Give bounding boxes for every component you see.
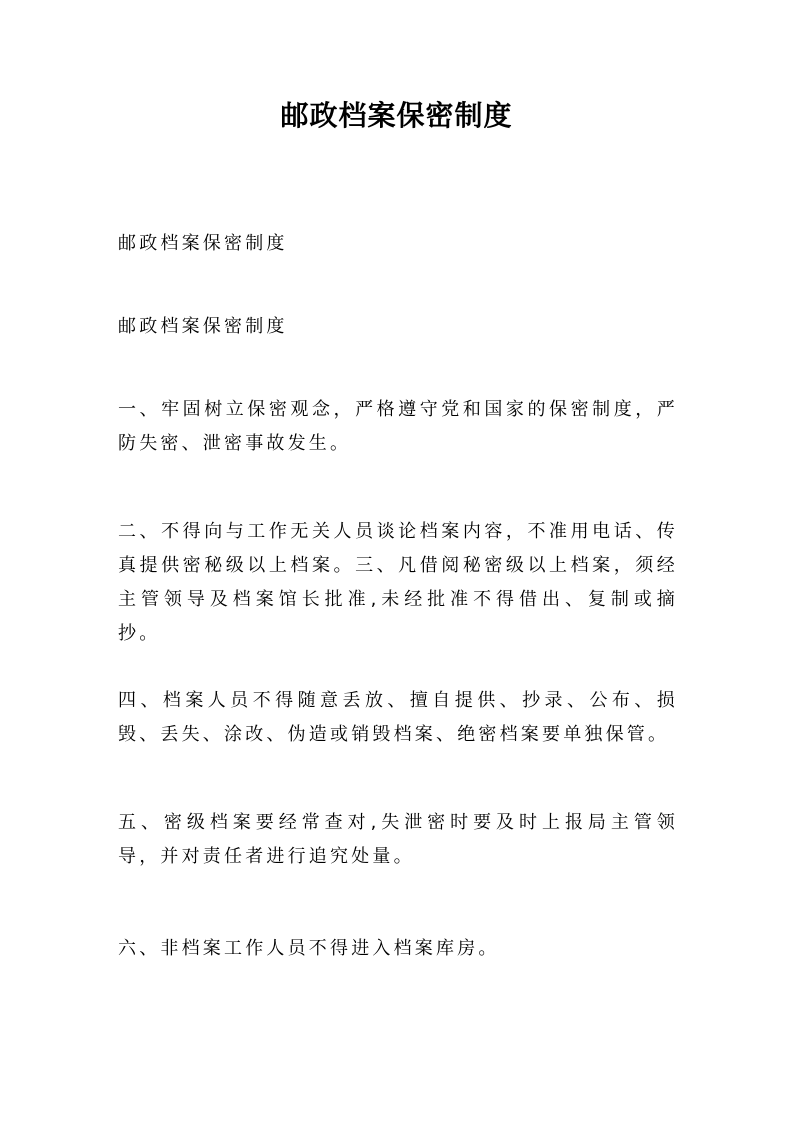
paragraph-rule-2-3: 二、不得向与工作无关人员谈论档案内容，不准用电话、传真提供密秘级以上档案。三、凡借阅秘密级以上档案，须经主管领导及档案馆长批准,未经批准不得借出、复制或摘抄。 (118, 521, 678, 644)
paragraph-subtitle-1: 邮政档案保密制度 (118, 233, 288, 254)
paragraph-rule-1: 一、牢固树立保密观念，严格遵守党和国家的保密制度，严防失密、泄密事故发生。 (118, 399, 678, 454)
paragraph-rule-6: 六、非档案工作人员不得进入档案库房。 (118, 938, 500, 959)
paragraph-subtitle-2: 邮政档案保密制度 (118, 316, 288, 337)
document-title: 邮政档案保密制度 (280, 99, 513, 132)
paragraph-rule-4: 四、档案人员不得随意丢放、擅自提供、抄录、公布、损毁、丢失、涂改、伪造或销毁档案、绝密档案要单独保管。 (118, 690, 678, 745)
paragraph-rule-5: 五、密级档案要经常查对,失泄密时要及时上报局主管领导，并对责任者进行追究处量。 (118, 812, 678, 867)
